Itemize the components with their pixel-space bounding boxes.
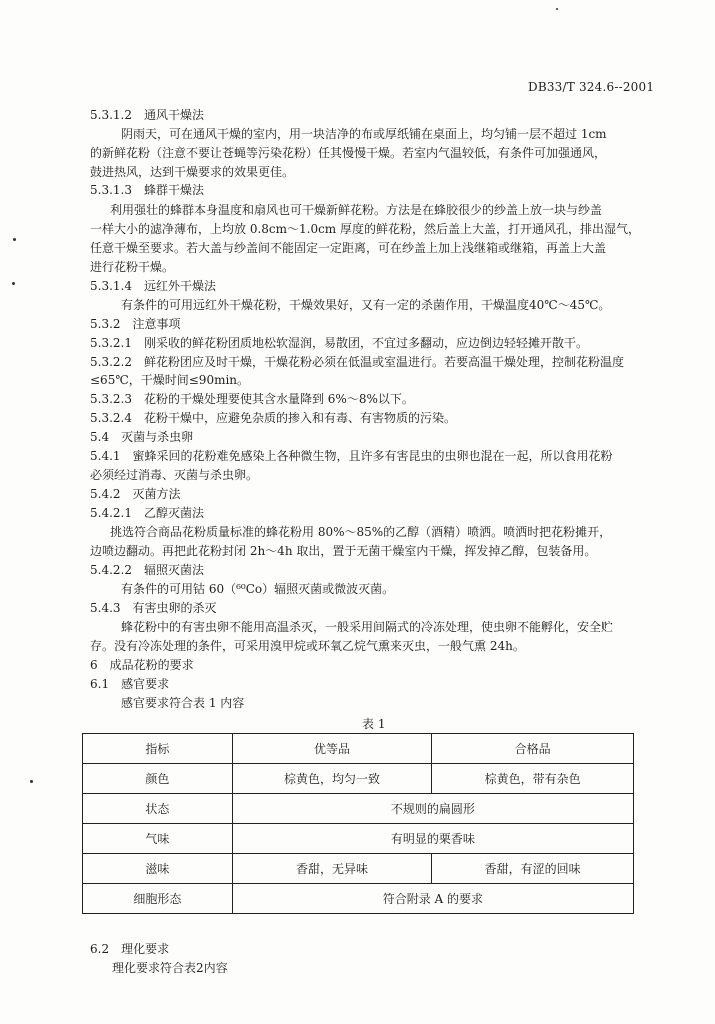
section-5-3-1-4-heading: 5.3.1.4 远红外干燥法 [90, 279, 216, 293]
header-indicator: 指标 [83, 734, 233, 764]
row-label: 滋味 [83, 854, 233, 884]
paragraph-line: 有条件的可用钴 60（⁶⁰Co）辐照灭菌或微波灭菌。 [121, 582, 395, 596]
table-header-row [83, 734, 634, 764]
clause-5-3-2-3: 5.3.2.3 花粉的干燥处理要使其含水量降到 6%～8%以下。 [90, 392, 414, 406]
cell-merged: 不规则的扁圆形 [232, 794, 633, 824]
table-row [83, 824, 634, 854]
paragraph-line: 边喷边翻动。再把此花粉封闭 2h～4h 取出，置于无菌干燥室内干燥，挥发掉乙醇，包装备用。 [90, 544, 597, 558]
section-5-3-1-3-heading: 5.3.1.3 蜂群干燥法 [90, 183, 204, 197]
section-5-4-2-1-heading: 5.4.2.1 乙醇灭菌法 [90, 506, 204, 520]
paragraph-line: 有条件的可用远红外干燥花粉，干燥效果好，又有一定的杀菌作用，干燥温度40℃～45℃。 [121, 298, 611, 312]
scan-speck [30, 780, 33, 783]
paragraph-line: ≤65℃，干燥时间≤90min。 [90, 373, 250, 387]
section-5-4-2-2-heading: 5.4.2.2 辐照灭菌法 [90, 563, 204, 577]
section-5-4-heading: 5.4 灭菌与杀虫卵 [90, 430, 194, 444]
row-label: 细胞形态 [83, 884, 233, 914]
row-label: 颜色 [83, 764, 233, 794]
section-5-4-3-heading: 5.4.3 有害虫卵的杀灭 [90, 601, 217, 615]
paragraph-line: 阴雨天，可在通风干燥的室内，用一块洁净的布或厚纸铺在桌面上，均匀铺一层不超过 1cm [121, 127, 607, 141]
cell-premium: 香甜，无异味 [232, 854, 432, 884]
paragraph-line: 任意干燥至要求。若大盖与纱盖间不能固定一定距离，可在纱盖上加上浅继箱或继箱，再盖上大盖 [90, 241, 607, 255]
paragraph-line: 理化要求符合表2内容 [112, 961, 228, 975]
cell-merged: 符合附录 A 的要求 [232, 884, 633, 914]
scan-speck [12, 282, 15, 285]
document-code: DB33/T 324.6--2001 [528, 80, 655, 94]
clause-5-4-1: 5.4.1 蜜蜂采回的花粉难免感染上各种微生物，且许多有害昆虫的虫卵也混在一起，所以食用花粉 [90, 449, 613, 463]
section-5-3-1-2-heading: 5.3.1.2 通风干燥法 [90, 108, 204, 122]
section-5-4-2-heading: 5.4.2 灭菌方法 [90, 487, 181, 501]
section-6-heading: 6 成品花粉的要求 [90, 658, 194, 672]
section-6-1-heading: 6.1 感官要求 [90, 677, 170, 691]
row-label: 状态 [83, 794, 233, 824]
paragraph-line: 挑选符合商品花粉质量标准的蜂花粉用 80%～85%的乙醇（酒精）喷洒。喷洒时把花粉摊开， [110, 525, 612, 539]
paragraph-line: 感官要求符合表 1 内容 [121, 696, 245, 710]
clause-5-3-2-4: 5.3.2.4 花粉干燥中，应避免杂质的掺入和有毒、有害物质的污染。 [90, 411, 456, 425]
paragraph-line: 鼓进热风，达到干燥要求的效果更佳。 [90, 165, 295, 179]
cell-merged: 有明显的栗香味 [232, 824, 633, 854]
scan-speck [13, 238, 16, 241]
table-row [83, 764, 634, 794]
paragraph-line: 必须经过消毒、灭菌与杀虫卵。 [90, 468, 259, 482]
table-row [83, 854, 634, 884]
paragraph-line: 蜂花粉中的有害虫卵不能用高温杀灭，一般采用间隔式的冷冻处理，使虫卵不能孵化，安全贮 [121, 620, 614, 634]
header-qualified: 合格品 [432, 734, 634, 764]
cell-qualified: 棕黄色，带有杂色 [432, 764, 634, 794]
clause-5-3-2-1: 5.3.2.1 刚采收的鲜花粉团质地松软湿润，易散团，不宜过多翻动，应边倒边轻轻摊开散干。 [90, 336, 588, 350]
table-row [83, 884, 634, 914]
scan-speck [556, 8, 558, 10]
cell-qualified: 香甜，有涩的回味 [432, 854, 634, 884]
clause-5-3-2-2: 5.3.2.2 鲜花粉团应及时干燥，干燥花粉必须在低温或室温进行。若要高温干燥处理，控制花粉温度 [90, 355, 624, 369]
cell-premium: 棕黄色，均匀一致 [232, 764, 432, 794]
paragraph-line: 进行花粉干燥。 [90, 260, 175, 274]
paragraph-line: 利用强壮的蜂群本身温度和扇风也可干燥新鲜花粉。方法是在蜂胶很少的纱盖上放一块与纱盖 [110, 203, 603, 217]
table-1-caption: 表 1 [362, 717, 386, 731]
section-6-2-heading: 6.2 理化要求 [90, 942, 170, 956]
table-1 [82, 733, 634, 914]
row-label: 气味 [83, 824, 233, 854]
section-5-3-2-heading: 5.3.2 注意事项 [90, 317, 181, 331]
paragraph-line: 存。没有冷冻处理的条件，可采用溴甲烷或环氧乙烷气熏来灭虫，一般气熏 24h。 [90, 639, 525, 653]
paragraph-line: 一样大小的滤净薄布，上均放 0.8cm～1.0cm 厚度的鲜花粉，然后盖上大盖，打开通风孔，排出湿气， [90, 222, 640, 236]
header-premium: 优等品 [232, 734, 432, 764]
table-row [83, 794, 634, 824]
paragraph-line: 的新鲜花粉（注意不要让苍蝇等污染花粉）任其慢慢干燥。若室内气温较低，有条件可加强通风， [90, 146, 607, 160]
